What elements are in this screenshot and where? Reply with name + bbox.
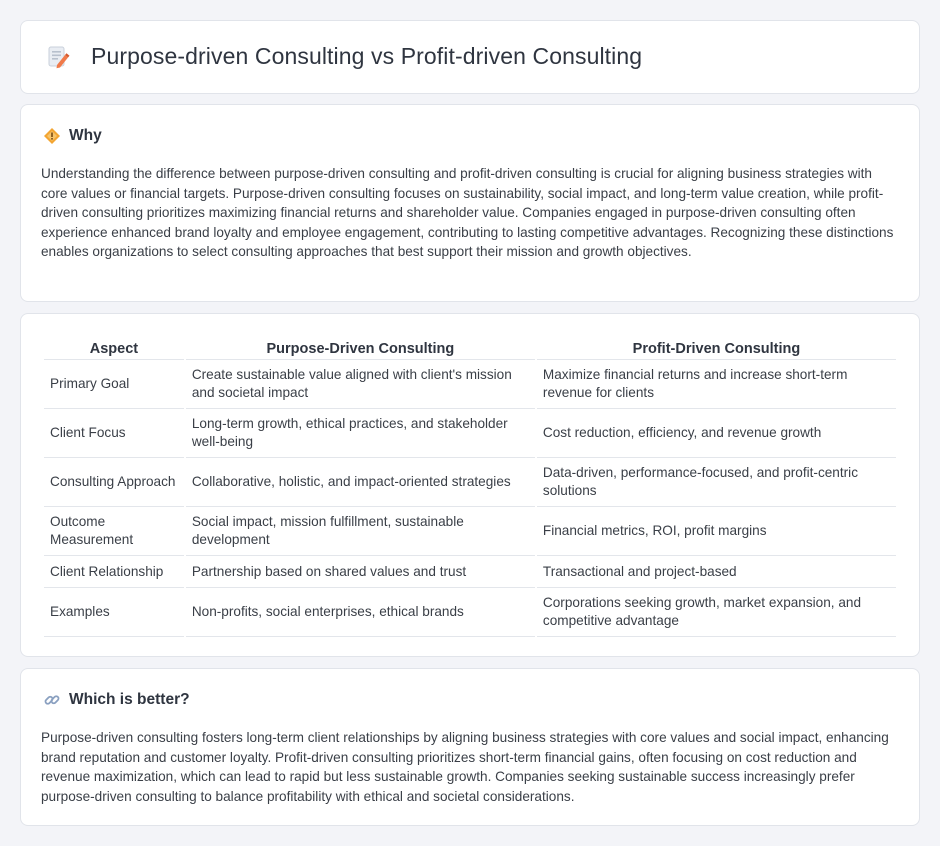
table-row bbox=[44, 556, 896, 588]
header-purpose-driven: Purpose-Driven Consulting bbox=[186, 334, 535, 360]
row-aspect: Examples bbox=[44, 588, 184, 637]
row-profit: Maximize financial returns and increase short-term revenue for clients bbox=[537, 360, 896, 409]
table-row bbox=[44, 588, 896, 637]
comparison-section bbox=[20, 313, 920, 657]
table-row bbox=[44, 458, 896, 507]
row-profit: Corporations seeking growth, market expansion, and competitive advantage bbox=[537, 588, 896, 637]
why-text: Understanding the difference between purpose-driven consulting and profit-driven consulting is crucial for aligning business strategies with core values or financial targets. Purpose-driven consulting focuses on sustainability, social impact, and long-term value creation, while profit-driven consulting prioritizes maximizing financial returns and shareholder value. Companies engaged in purpose-driven consulting often experience enhanced brand loyalty and employee engagement, contributing to lasting competitive advantages. Recognizing these distinctions enables organizations to select consulting approaches that best support their mission and growth objectives. bbox=[41, 166, 894, 259]
link-icon bbox=[43, 691, 61, 709]
row-aspect: Outcome Measurement bbox=[44, 507, 184, 556]
row-profit: Financial metrics, ROI, profit margins bbox=[537, 507, 896, 556]
table-header-row bbox=[44, 334, 896, 360]
row-profit: Transactional and project-based bbox=[537, 556, 896, 588]
which-is-better-section bbox=[20, 668, 920, 826]
row-purpose: Social impact, mission fulfillment, sustainable development bbox=[186, 507, 535, 556]
why-title: Why bbox=[69, 127, 102, 144]
why-section bbox=[20, 104, 920, 302]
header-profit-driven: Profit-Driven Consulting bbox=[537, 334, 896, 360]
better-text: Purpose-driven consulting fosters long-term client relationships by aligning business strategies with core values and social impact, enhancing brand reputation and customer loyalty. Profit-driven consulting prioritizes short-term financial gains, often focusing on cost reduction and revenue maximization, which can lead to rapid but less sustainable growth. Companies seeking sustainable success increasingly prefer purpose-driven consulting to balance profitability with ethical and societal considerations. bbox=[41, 730, 889, 804]
better-title: Which is better? bbox=[69, 691, 190, 708]
document-pencil-icon bbox=[45, 44, 71, 70]
row-purpose: Long-term growth, ethical practices, and stakeholder well-being bbox=[186, 409, 535, 458]
table-row bbox=[44, 409, 896, 458]
row-profit: Cost reduction, efficiency, and revenue growth bbox=[537, 409, 896, 458]
row-aspect: Consulting Approach bbox=[44, 458, 184, 507]
table-row bbox=[44, 360, 896, 409]
why-header bbox=[43, 127, 102, 145]
row-purpose: Create sustainable value aligned with client's mission and societal impact bbox=[186, 360, 535, 409]
row-purpose: Non-profits, social enterprises, ethical brands bbox=[186, 588, 535, 637]
header-aspect: Aspect bbox=[44, 334, 184, 360]
row-aspect: Primary Goal bbox=[44, 360, 184, 409]
row-aspect: Client Relationship bbox=[44, 556, 184, 588]
page-title: Purpose-driven Consulting vs Profit-driven Consulting bbox=[91, 43, 643, 69]
row-purpose: Collaborative, holistic, and impact-oriented strategies bbox=[186, 458, 535, 507]
table-row bbox=[44, 507, 896, 556]
row-purpose: Partnership based on shared values and trust bbox=[186, 556, 535, 588]
title-card bbox=[20, 20, 920, 94]
diamond-warning-icon bbox=[43, 127, 61, 145]
title-row bbox=[45, 43, 642, 70]
comparison-table bbox=[42, 334, 898, 637]
better-header bbox=[43, 691, 190, 709]
row-aspect: Client Focus bbox=[44, 409, 184, 458]
row-profit: Data-driven, performance-focused, and profit-centric solutions bbox=[537, 458, 896, 507]
